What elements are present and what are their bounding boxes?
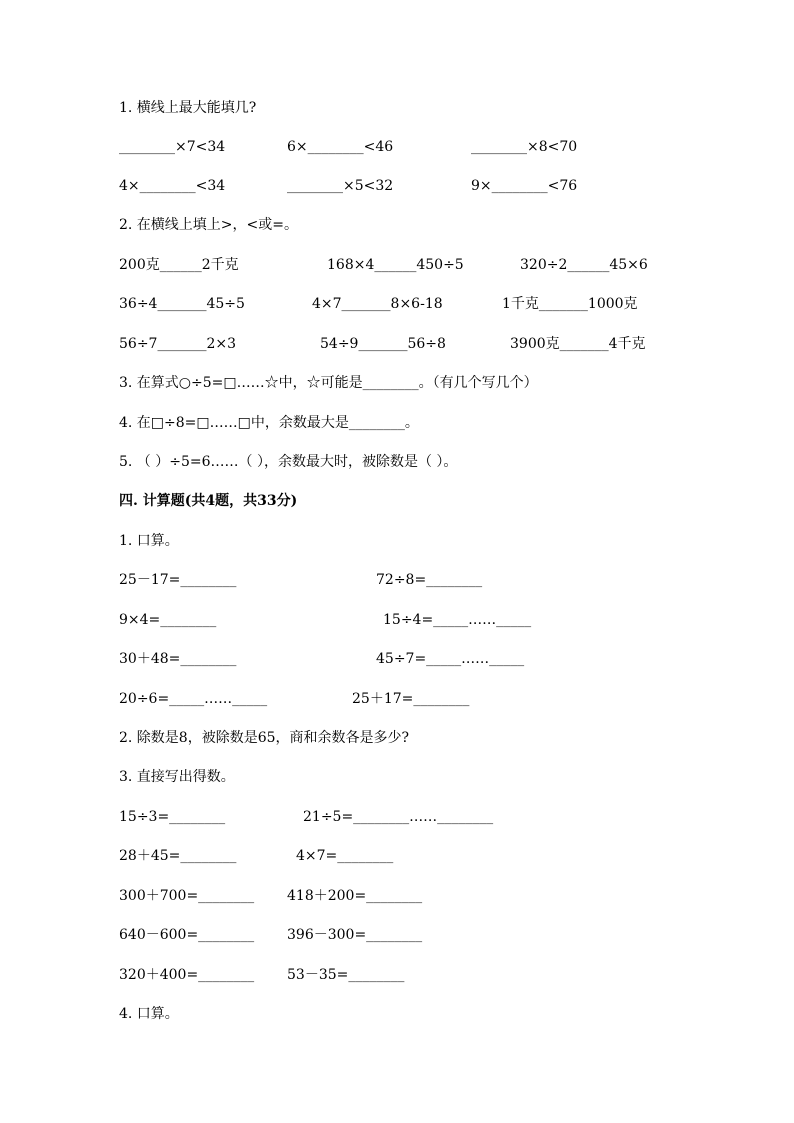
calc-item[interactable]: 28＋45=________ bbox=[119, 848, 237, 864]
calc1-title: 1. 口算。 bbox=[119, 533, 179, 549]
calc-item[interactable]: 72÷8=________ bbox=[376, 572, 483, 588]
q5-text[interactable]: 5. （ ）÷5=6……（ ），余数最大时，被除数是（ ）。 bbox=[119, 454, 458, 470]
q1-title: 1. 横线上最大能填几? bbox=[119, 100, 257, 116]
compare-expression[interactable]: 168×4______450÷5 bbox=[327, 257, 464, 273]
compare-expression[interactable]: 320÷2______45×6 bbox=[520, 257, 648, 273]
calc-item[interactable]: 640－600=________ bbox=[119, 927, 255, 943]
blank-expression[interactable]: 9×________<76 bbox=[471, 178, 578, 194]
q4-text[interactable]: 4. 在□÷8=□……□中，余数最大是________。 bbox=[119, 415, 419, 431]
calc-item[interactable]: 45÷7=_____……_____ bbox=[376, 651, 525, 667]
compare-expression[interactable]: 56÷7_______2×3 bbox=[119, 336, 236, 352]
calc-item[interactable]: 396－300=________ bbox=[287, 927, 423, 943]
calc4-title: 4. 口算。 bbox=[119, 1006, 179, 1022]
compare-expression[interactable]: 1千克_______1000克 bbox=[502, 296, 638, 312]
calc-item[interactable]: 53－35=________ bbox=[287, 967, 405, 983]
compare-expression[interactable]: 3900克_______4千克 bbox=[510, 336, 646, 352]
blank-expression[interactable]: ________×5<32 bbox=[287, 178, 394, 194]
blank-expression[interactable]: 4×________<34 bbox=[119, 178, 226, 194]
calc-item[interactable]: 15÷4=_____……_____ bbox=[383, 612, 532, 628]
calc-item[interactable]: 21÷5=________……________ bbox=[303, 809, 494, 825]
blank-expression[interactable]: ________×8<70 bbox=[471, 139, 578, 155]
q3-text[interactable]: 3. 在算式○÷5=□……☆中，☆可能是________。（有几个写几个） bbox=[119, 375, 538, 391]
compare-expression[interactable]: 4×7_______8×6-18 bbox=[312, 296, 443, 312]
calc-item[interactable]: 9×4=________ bbox=[119, 612, 217, 628]
calc2-title: 2. 除数是8，被除数是65，商和余数各是多少? bbox=[119, 730, 410, 746]
compare-expression[interactable]: 54÷9_______56÷8 bbox=[320, 336, 446, 352]
calc-item[interactable]: 300＋700=________ bbox=[119, 888, 255, 904]
q2-title: 2. 在横线上填上>，<或=。 bbox=[119, 217, 298, 233]
calc-item[interactable]: 320＋400=________ bbox=[119, 967, 255, 983]
section-title: 四. 计算题(共4题，共33分) bbox=[119, 493, 298, 509]
calc-item[interactable]: 15÷3=________ bbox=[119, 809, 226, 825]
compare-expression[interactable]: 36÷4_______45÷5 bbox=[119, 296, 245, 312]
compare-expression[interactable]: 200克______2千克 bbox=[119, 257, 239, 273]
blank-expression[interactable]: ________×7<34 bbox=[119, 139, 226, 155]
blank-expression[interactable]: 6×________<46 bbox=[287, 139, 394, 155]
calc-item[interactable]: 25＋17=________ bbox=[352, 691, 470, 707]
calc-item[interactable]: 20÷6=_____……_____ bbox=[119, 691, 268, 707]
calc-item[interactable]: 30＋48=________ bbox=[119, 651, 237, 667]
calc-item[interactable]: 4×7=________ bbox=[296, 848, 394, 864]
calc3-title: 3. 直接写出得数。 bbox=[119, 769, 235, 785]
calc-item[interactable]: 25－17=________ bbox=[119, 572, 237, 588]
calc-item[interactable]: 418＋200=________ bbox=[287, 888, 423, 904]
